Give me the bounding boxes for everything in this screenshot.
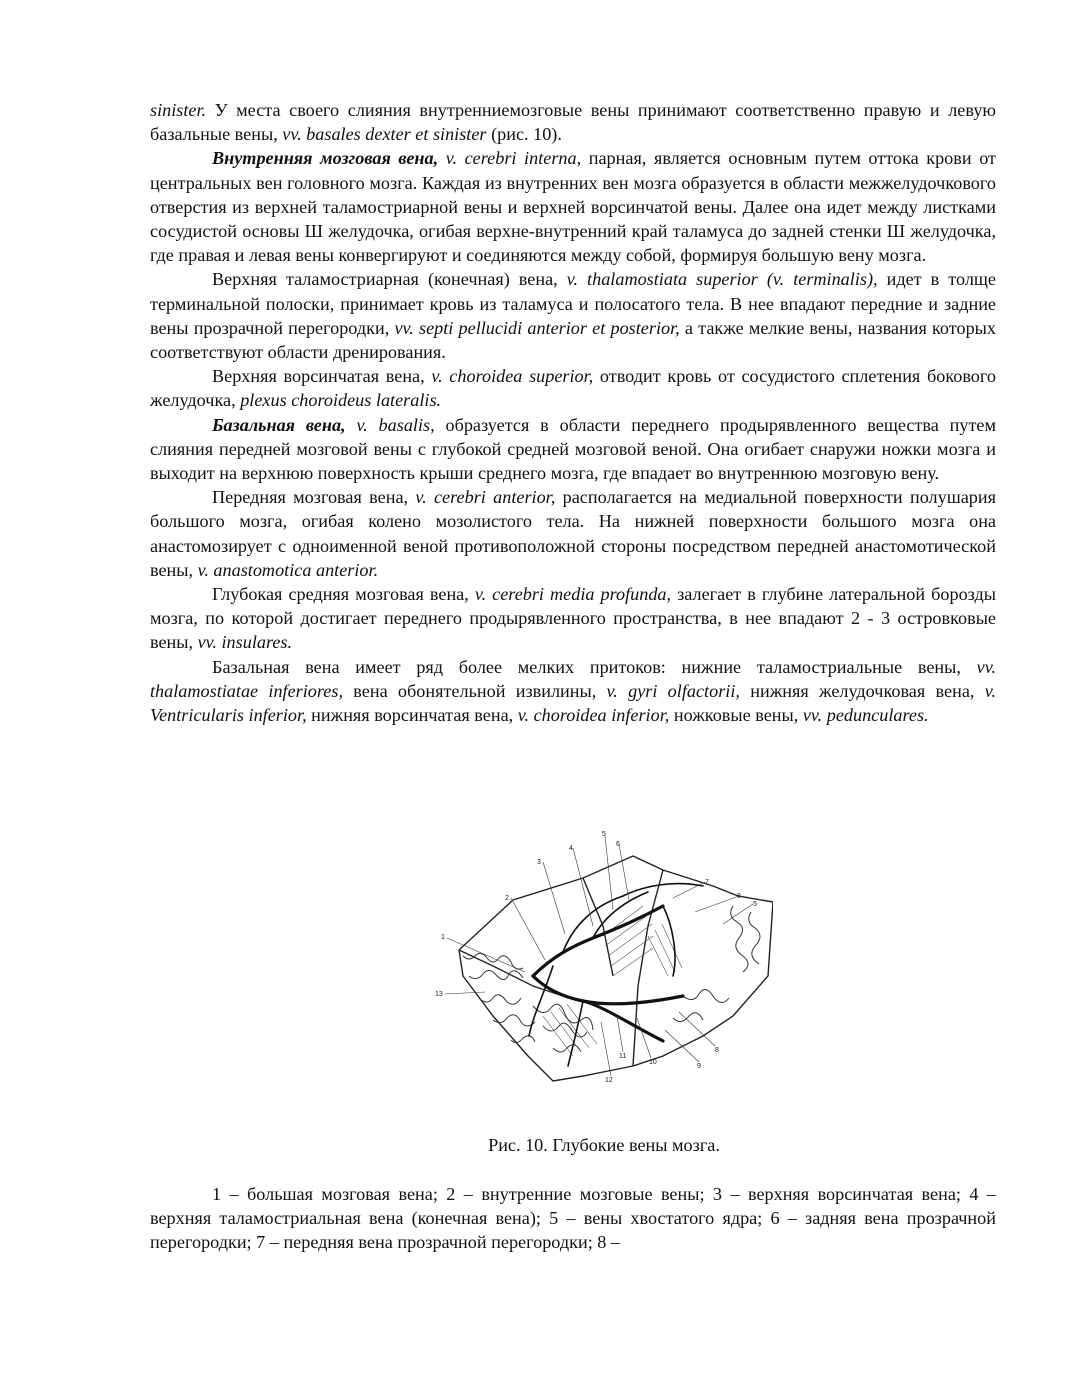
text-run: sinister. bbox=[150, 100, 207, 120]
figure-label: 8 bbox=[737, 893, 741, 900]
text-run: образуется в области переднего продырявленного вещества путем слияния передней мозговой вены с глубокой средней мозговой веной. Она огибает снаружи ножки мозга и выходит на верхнюю поверхность крыши среднего мозга, где впадает во внутреннюю мозговую вену. bbox=[150, 414, 997, 484]
text-run: вена обонятельной извилины, bbox=[343, 680, 607, 701]
text-run: v. cerebri media profunda, bbox=[474, 584, 672, 605]
figure-label: 9 bbox=[697, 1063, 701, 1070]
text-run: Передняя мозговая вена, bbox=[212, 487, 416, 508]
text-run bbox=[438, 148, 446, 168]
figure-label: 8 bbox=[715, 1047, 719, 1054]
text-run: а также мелкие вены, названия которых соответствуют области дренирования. bbox=[150, 317, 996, 363]
text-run: залегает в глубине латеральной борозды мозга, по которой достигает переднего продырявленного пространства, в нее впадают 2 - 3 островковые вены, bbox=[150, 584, 996, 653]
text-run: vv. septi pellucidi anterior et posterior, bbox=[394, 317, 680, 338]
figure-label: 13 bbox=[435, 991, 443, 998]
paragraph bbox=[150, 98, 996, 146]
text-run: Верхняя таламостриарная (конечная) вена, bbox=[212, 269, 567, 290]
paragraph bbox=[150, 485, 996, 582]
figure-label: 4 bbox=[569, 845, 573, 852]
paragraph bbox=[150, 655, 996, 728]
paragraph bbox=[150, 267, 996, 364]
text-run: vv. thalamostiatae inferiores, bbox=[150, 656, 996, 701]
figure-label: 5 bbox=[602, 831, 606, 838]
text-run: v. choroidea superior, bbox=[431, 366, 594, 387]
text-run: plexus choroideus lateralis. bbox=[240, 390, 442, 411]
text-run: vv. basales dexter et sinister bbox=[282, 124, 487, 145]
text-run: отводит кровь от сосудистого сплетения бокового желудочка, bbox=[150, 366, 996, 411]
figure-legend: 1 – большая мозговая вена; 2 – внутренние мозговые вены; 3 – верхняя ворсинчатая вена; 4 – верхняя таламостриальная вена (конечная вена); 5 – вены хвостатого ядра; 6 – задняя вена прозрачной перегородки; 7 – передняя вена прозрачной перегородки; 8 – bbox=[150, 1184, 996, 1253]
text-run: нижняя желудочковая вена, bbox=[739, 680, 985, 701]
figure-label: 10 bbox=[649, 1059, 657, 1066]
text-run: располагается на медиальной поверхности полушария большого мозга, огибая колено мозолистого тела. На нижней поверхности большого мозга она анастомозирует с одноименной веной противоположной стороны посредством передней анастомотической вены, bbox=[150, 487, 996, 580]
paragraph bbox=[150, 582, 996, 655]
text-run: идет в толще терминальной полоски, принимает кровь из таламуса и полосатого тела. В нее впадают передние и задние вены прозрачной перегородки, bbox=[150, 269, 997, 338]
figure-caption: Рис. 10. Глубокие вены мозга. bbox=[488, 1135, 720, 1155]
text-run: v. gyri olfactorii, bbox=[606, 680, 740, 701]
body-text bbox=[150, 98, 996, 727]
text-run: v. cerebri interna, bbox=[445, 148, 582, 169]
text-run: v. cerebri anterior, bbox=[415, 487, 556, 508]
figure-label: 3 bbox=[537, 859, 541, 866]
figure-label: 11 bbox=[619, 1053, 627, 1060]
figure-label: 12 bbox=[605, 1077, 613, 1084]
text-run: Базальная вена, bbox=[212, 414, 346, 435]
text-run: нижняя ворсинчатая вена, bbox=[306, 705, 518, 726]
paragraph bbox=[150, 146, 996, 267]
paragraph bbox=[150, 413, 996, 486]
figure-label: 6 bbox=[616, 841, 620, 848]
text-run: v. basalis, bbox=[356, 414, 435, 435]
figure-label: 7 bbox=[705, 879, 709, 886]
text-run: Глубокая средняя мозговая вена, bbox=[212, 584, 475, 605]
paragraph bbox=[150, 364, 996, 412]
text-run: парная, является основным путем оттока крови от центральных вен головного мозга. Каждая из внутренних вен мозга образуется в области межжелудочкового отверстия из верхней таламостриарной вены и верхней ворсинчатой вены. Далее она идет между листками сосудистой основы Ш желудочка, огибая верхне-внутренний край таламуса до задней стенки Ш желудочка, где правая и левая вены конвергируют и соединяются между собой, формируя большую вену мозга. bbox=[150, 148, 996, 266]
text-run: v. choroidea inferior, bbox=[517, 705, 670, 726]
text-run: vv. insulares. bbox=[197, 632, 293, 653]
text-run bbox=[346, 415, 357, 435]
text-run: ножковые вены, bbox=[669, 705, 803, 726]
figure-label: 1 bbox=[441, 934, 445, 941]
deep-cerebral-veins-illustration bbox=[433, 826, 773, 1088]
text-run: Базальная вена имеет ряд более мелких притоков: нижние таламостриальные вены, bbox=[212, 656, 977, 677]
text-run: У места своего слияния внутренниемозговые вены принимают соответственно правую и левую базальные вены, bbox=[150, 100, 996, 145]
text-run: vv. pedunculares. bbox=[802, 705, 929, 726]
text-run: Верхняя ворсинчатая вена, bbox=[212, 366, 432, 387]
text-run: Внутренняя мозговая вена, bbox=[212, 148, 439, 169]
text-run: v. thalamostiata superior (v. terminalis), bbox=[566, 269, 878, 290]
figure-label: 5 bbox=[753, 901, 757, 908]
figure-label: 2 bbox=[505, 895, 509, 902]
text-run: v. Ventricularis inferior, bbox=[150, 680, 997, 726]
text-run: v. anastomotica anterior. bbox=[197, 559, 379, 580]
text-run: (рис. 10). bbox=[486, 124, 562, 145]
